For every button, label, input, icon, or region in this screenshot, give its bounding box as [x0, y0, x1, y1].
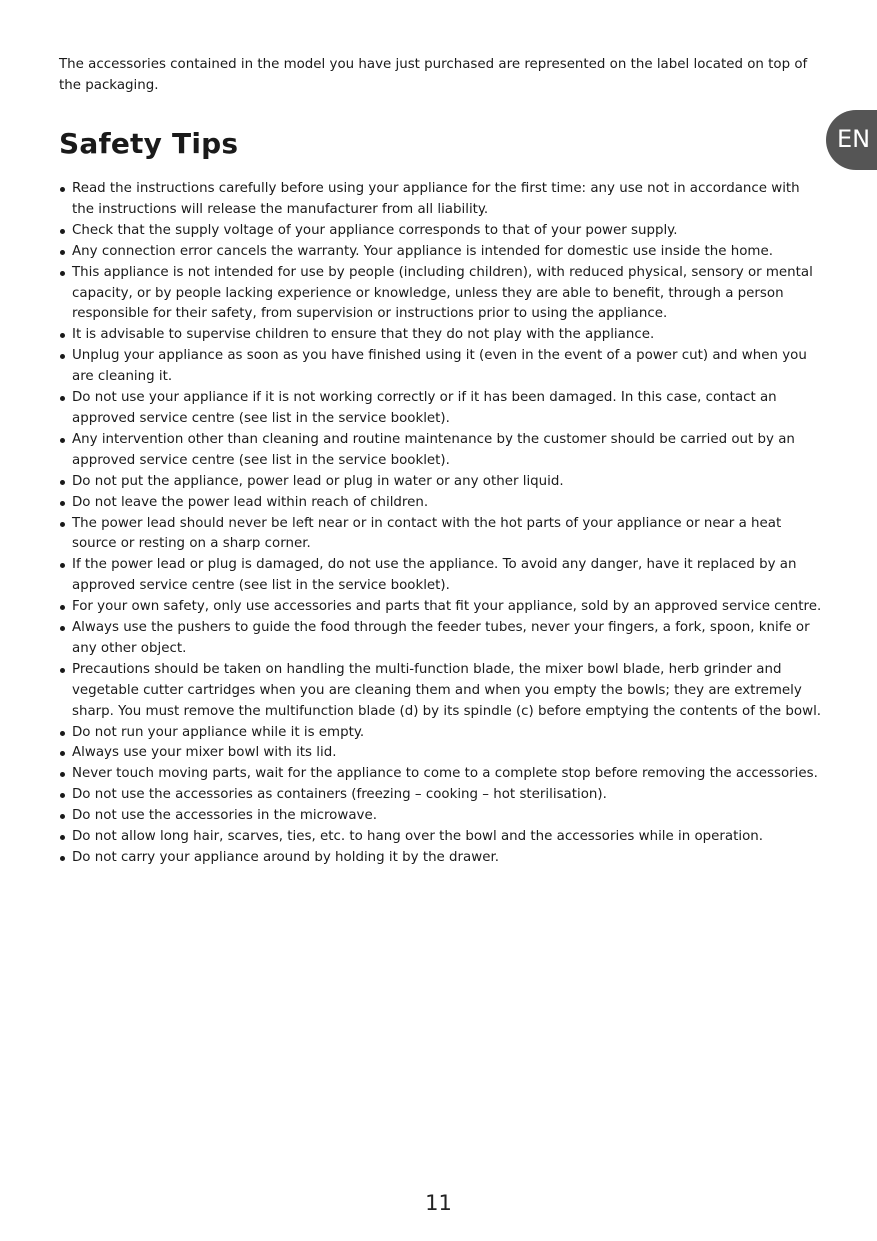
list-item: Do not carry your appliance around by holding it by the drawer. — [59, 848, 825, 869]
list-item: Do not use your appliance if it is not working correctly or if it has been damaged. In this case, contact an approved service centre (see list in the service booklet). — [59, 388, 825, 430]
intro-paragraph: The accessories contained in the model you have just purchased are represented on the label located on top of the packaging. — [59, 57, 808, 93]
list-item: This appliance is not intended for use by people (including children), with reduced physical, sensory or mental capacity, or by people lacking experience or knowledge, unless they are able to benefit, through a person responsible for their safety, from supervision or instructions prior to using the appliance. — [59, 263, 825, 326]
list-item: Do not run your appliance while it is empty. — [59, 723, 825, 744]
list-item: If the power lead or plug is damaged, do not use the appliance. To avoid any danger, have it replaced by an approved service centre (see list in the service booklet). — [59, 555, 825, 597]
list-item: Do not use the accessories in the microwave. — [59, 806, 825, 827]
page-title: Safety Tips — [59, 127, 239, 160]
list-item: Never touch moving parts, wait for the appliance to come to a complete stop before removing the accessories. — [59, 764, 825, 785]
list-item: Read the instructions carefully before using your appliance for the first time: any use not in accordance with the instructions will release the manufacturer from all liability. — [59, 179, 825, 221]
list-item: Unplug your appliance as soon as you have finished using it (even in the event of a power cut) and when you are cleaning it. — [59, 346, 825, 388]
list-item: Always use your mixer bowl with its lid. — [59, 743, 825, 764]
list-item: Check that the supply voltage of your appliance corresponds to that of your power supply. — [59, 221, 825, 242]
language-tab: EN — [826, 110, 877, 170]
list-item: Any intervention other than cleaning and routine maintenance by the customer should be carried out by an approved service centre (see list in the service booklet). — [59, 430, 825, 472]
list-item: Do not use the accessories as containers (freezing – cooking – hot sterilisation). — [59, 785, 825, 806]
list-item: It is advisable to supervise children to ensure that they do not play with the appliance. — [59, 325, 825, 346]
safety-tips-list — [59, 179, 825, 869]
page-number: 11 — [425, 1191, 452, 1215]
list-item: Precautions should be taken on handling the multi-function blade, the mixer bowl blade, herb grinder and vegetable cutter cartridges when you are cleaning them and when you empty the bowls; they are extremely sharp. You must remove the multifunction blade (d) by its spindle (c) before emptying the contents of the bowl. — [59, 660, 825, 723]
list-item: Do not put the appliance, power lead or plug in water or any other liquid. — [59, 472, 825, 493]
list-item: Do not allow long hair, scarves, ties, etc. to hang over the bowl and the accessories while in operation. — [59, 827, 825, 848]
list-item: The power lead should never be left near or in contact with the hot parts of your appliance or near a heat source or resting on a sharp corner. — [59, 514, 825, 556]
list-item: For your own safety, only use accessories and parts that fit your appliance, sold by an approved service centre. — [59, 597, 825, 618]
list-item: Always use the pushers to guide the food through the feeder tubes, never your fingers, a fork, spoon, knife or any other object. — [59, 618, 825, 660]
list-item: Do not leave the power lead within reach of children. — [59, 493, 825, 514]
list-item: Any connection error cancels the warranty. Your appliance is intended for domestic use inside the home. — [59, 242, 825, 263]
